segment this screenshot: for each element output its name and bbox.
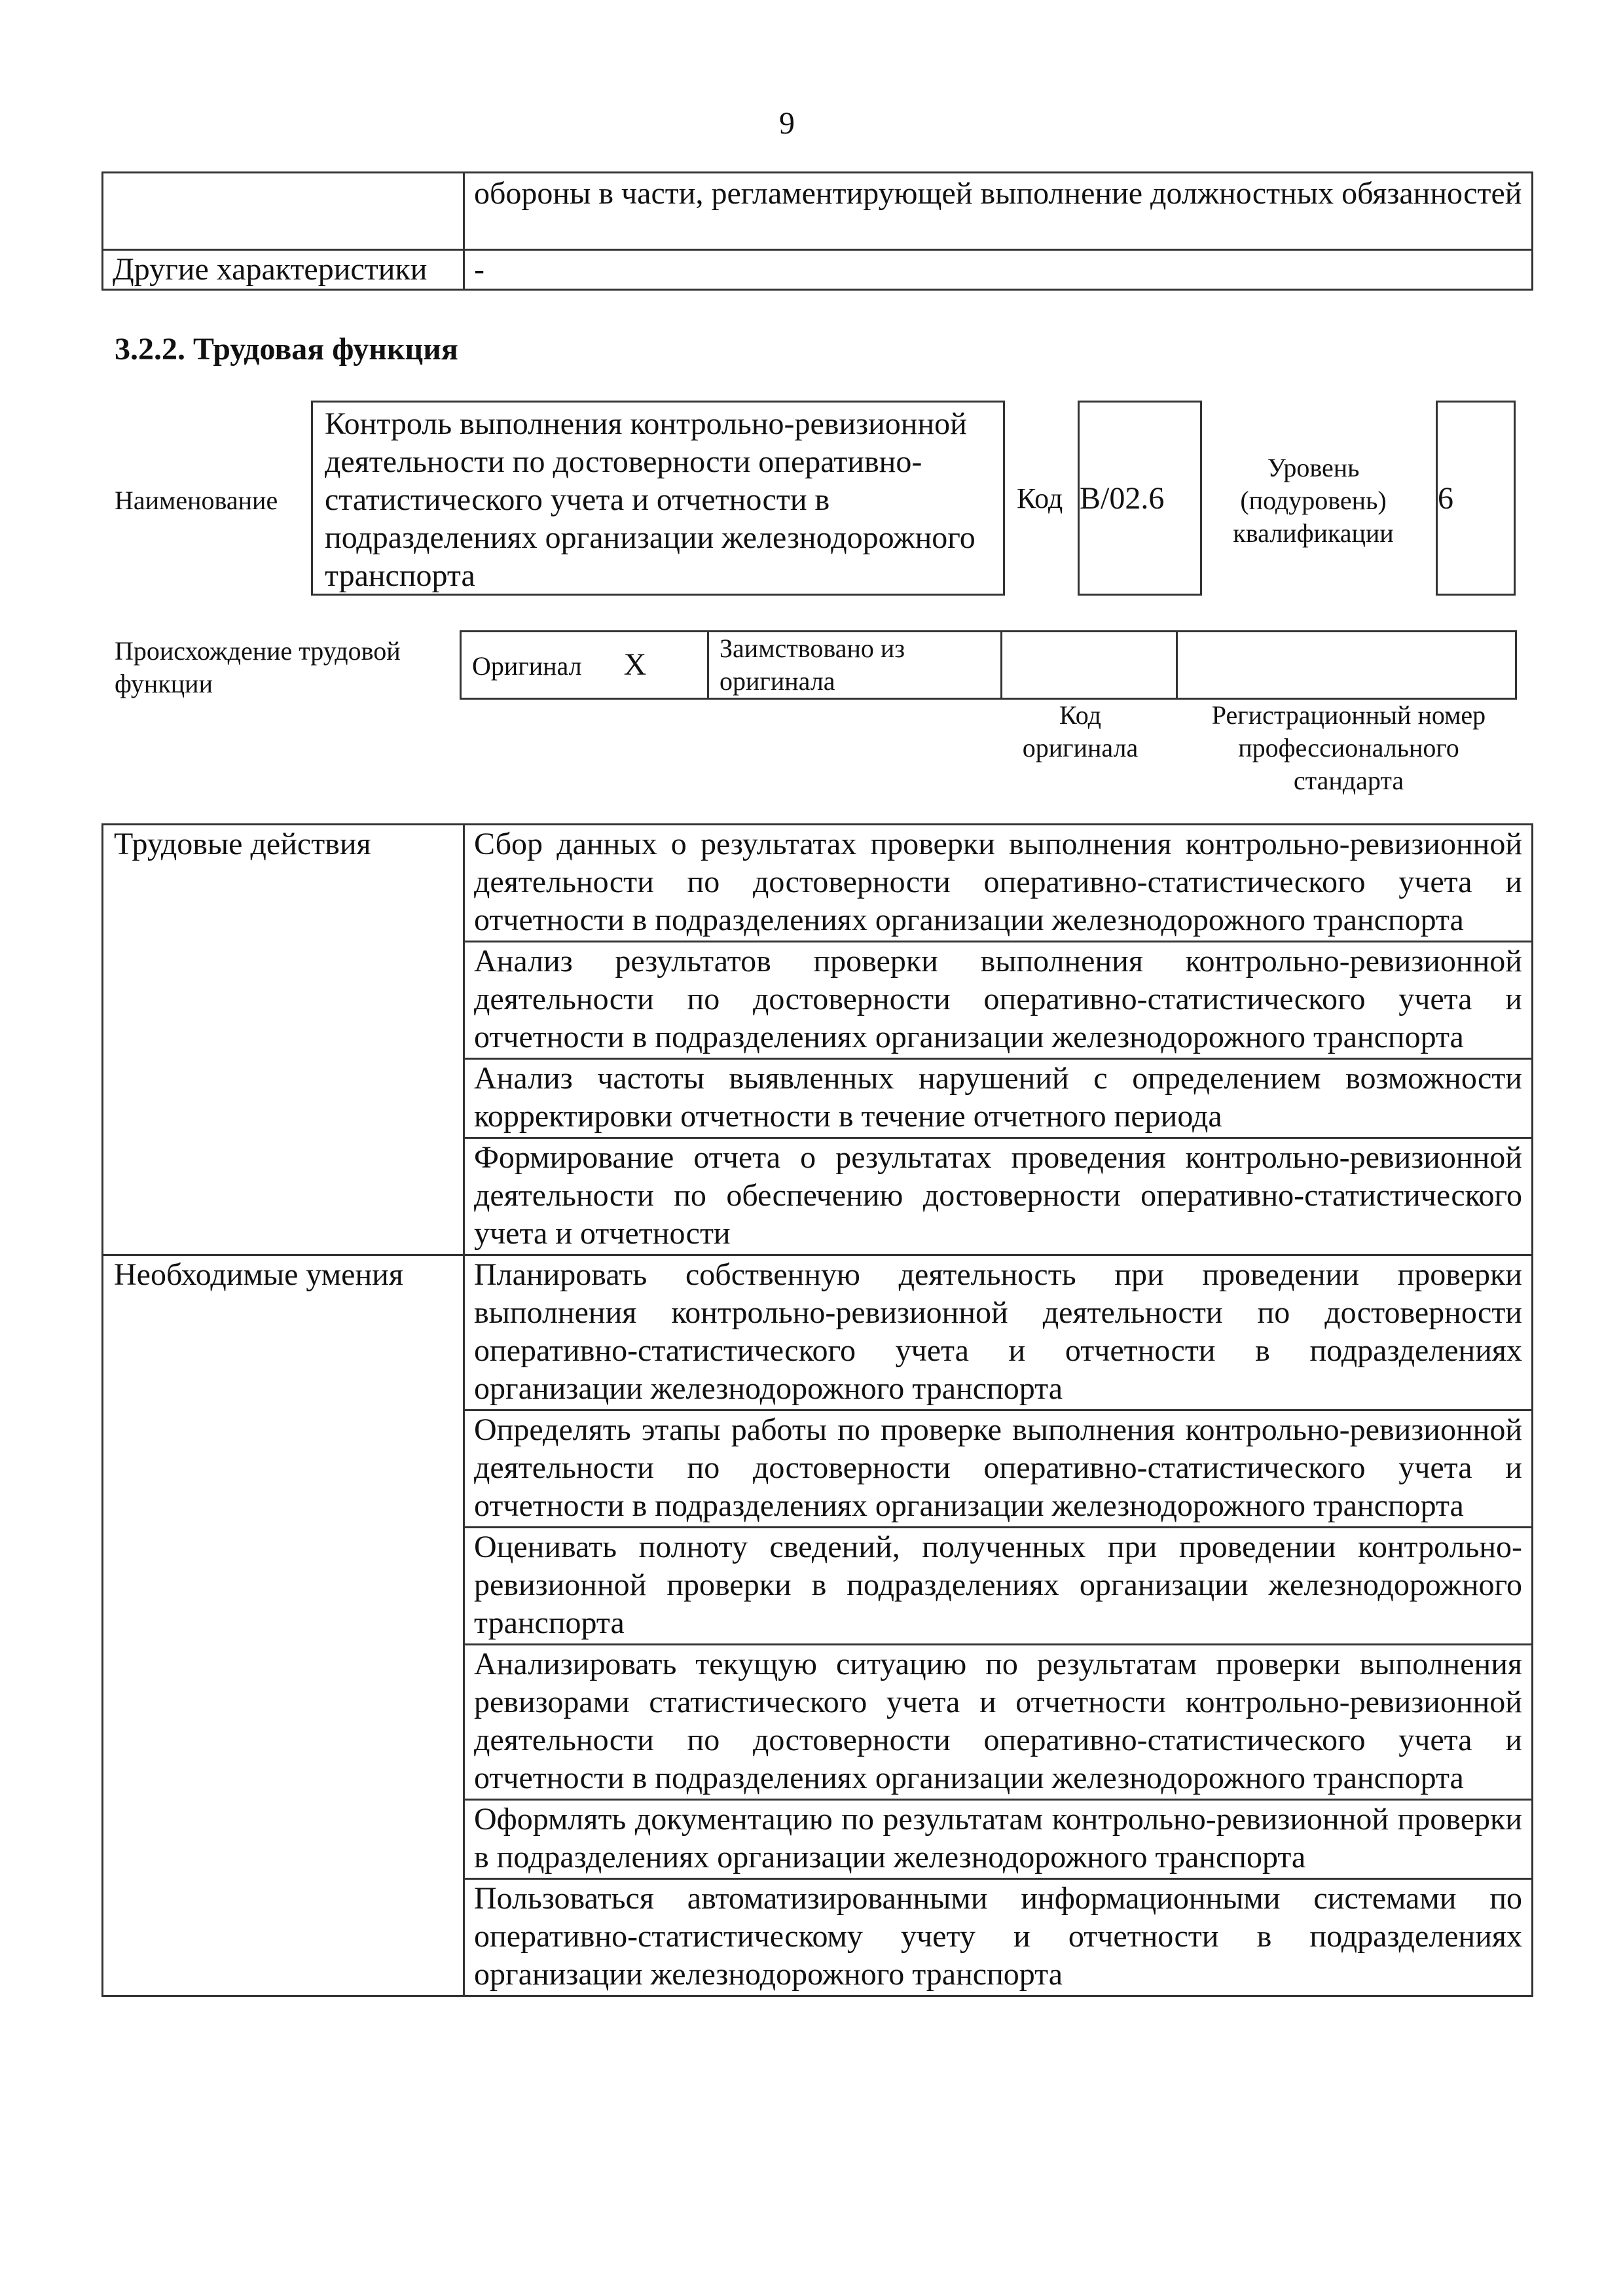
labor-action-item: Формирование отчета о результатах проведения контрольно-ревизионной деятельности по обеспечению достоверности оперативно-статистического учета и отчетности xyxy=(464,1138,1533,1255)
original-code-caption: Код оригинала xyxy=(1022,700,1139,762)
required-skill-item: Оценивать полноту сведений, полученных при проведении контрольно-ревизионной проверки в подразделениях организации железнодорожного транспорта xyxy=(464,1528,1533,1645)
registration-number-cell xyxy=(1177,632,1516,699)
top-table-empty-cell xyxy=(103,173,464,250)
qualification-level-label: Уровень (подуровень) квалификации xyxy=(1233,453,1394,548)
function-name-box: Контроль выполнения контрольно-ревизионной деятельности по достоверности оперативно-статистического учета и отчетности в подразделениях организации железнодорожного транспорта xyxy=(311,401,1005,596)
required-skill-item: Планировать собственную деятельность при проведении проверки выполнения контрольно-ревизионной деятельности по достоверности оперативно-статистического учета и отчетности в подразделениях организации железнодорожного транспорта xyxy=(464,1255,1533,1410)
labor-action-item: Анализ результатов проверки выполнения контрольно-ревизионной деятельности по достоверности оперативно-статистического учета и отчетности в подразделениях организации железнодорожного транспорта xyxy=(464,942,1533,1059)
qualification-level-value-box: 6 xyxy=(1436,401,1516,596)
original-label: Оригинал xyxy=(472,651,582,681)
origin-table xyxy=(460,630,1517,700)
required-skill-item: Пользоваться автоматизированными информационными системами по оперативно-статистическому учету и отчетности в подразделениях организации железнодорожного транспорта xyxy=(464,1879,1533,1996)
labor-action-item: Анализ частоты выявленных нарушений с определением возможности корректировки отчетности в течение отчетного периода xyxy=(464,1059,1533,1138)
top-table-continuation-text: обороны в части, регламентирующей выполнение должностных обязанностей xyxy=(464,173,1533,250)
labor-action-item: Сбор данных о результатах проверки выполнения контрольно-ревизионной деятельности по достоверности оперативно-статистического учета и отчетности в подразделениях организации железнодорожного транспорта xyxy=(464,825,1533,942)
main-table xyxy=(101,823,1533,1997)
origin-label: Происхождение трудовой функции xyxy=(115,636,401,698)
other-characteristics-label: Другие характеристики xyxy=(103,250,464,290)
labor-actions-label: Трудовые действия xyxy=(103,825,464,1255)
code-value-box: B/02.6 xyxy=(1078,401,1202,596)
required-skill-item: Анализировать текущую ситуацию по результатам проверки выполнения ревизорами статистического учета и отчетности контрольно-ревизионной деятельности по достоверности оперативно-статистического учета и отчетности в подразделениях организации железнодорожного транспорта xyxy=(464,1645,1533,1800)
origin-original-cell xyxy=(461,632,708,699)
required-skill-item: Оформлять документацию по результатам контрольно-ревизионной проверки в подразделениях организации железнодорожного транспорта xyxy=(464,1800,1533,1879)
borrowed-label: Заимствовано из оригинала xyxy=(708,632,1002,699)
top-table xyxy=(101,171,1533,291)
original-mark: X xyxy=(623,647,647,682)
original-code-cell xyxy=(1002,632,1177,699)
code-label: Код xyxy=(1017,482,1063,514)
name-label: Наименование xyxy=(115,486,278,515)
page-number: 9 xyxy=(779,106,795,141)
section-title: 3.2.2. Трудовая функция xyxy=(115,332,458,367)
required-skill-item: Определять этапы работы по проверке выполнения контрольно-ревизионной деятельности по достоверности оперативно-статистического учета и отчетности в подразделениях организации железнодорожного транспорта xyxy=(464,1410,1533,1528)
required-skills-label: Необходимые умения xyxy=(103,1255,464,1996)
other-characteristics-value: - xyxy=(464,250,1533,290)
registration-number-caption: Регистрационный номер профессионального стандарта xyxy=(1211,700,1486,795)
